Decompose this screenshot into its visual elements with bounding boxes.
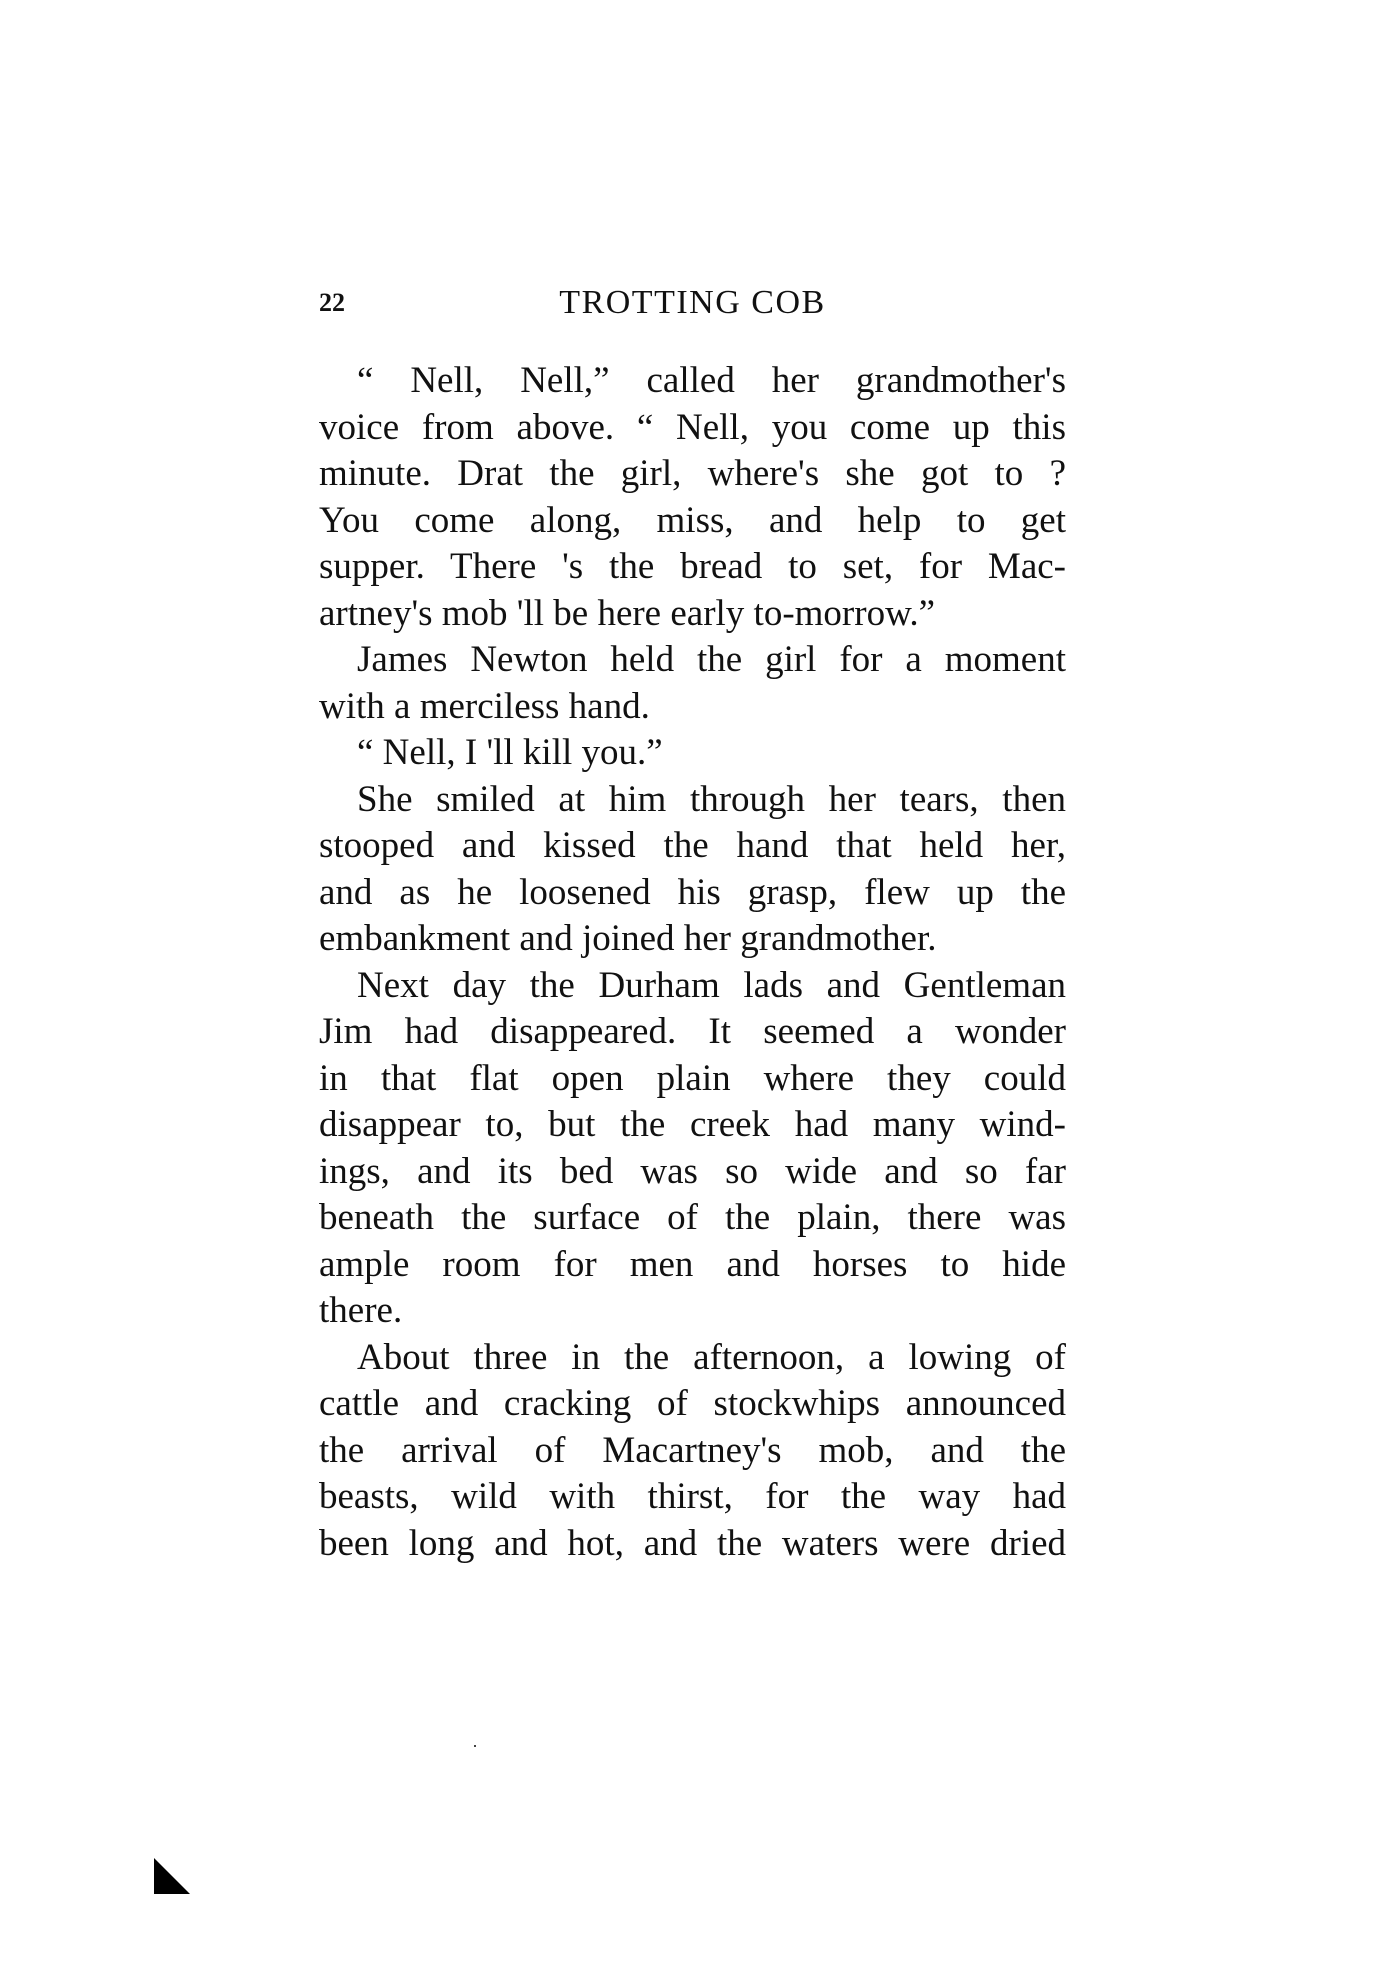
text-line: “ Nell, I 'll kill you.” [357, 732, 663, 773]
text-line: embankment and joined her grandmother. [319, 918, 937, 959]
text-line: “ Nell, Nell,” called her grandmother's [357, 360, 1066, 401]
text-line: cattle and cracking of stockwhips announced [319, 1383, 1066, 1424]
text-line: James Newton held the girl for a moment [357, 639, 1066, 680]
text-line: Jim had disappeared. It seemed a wonder [319, 1011, 1066, 1052]
text-line: supper. There 's the bread to set, for Mac- [319, 546, 1066, 587]
paragraph [319, 1335, 1066, 1568]
text-line: beasts, wild with thirst, for the way had [319, 1476, 1066, 1517]
paragraph [319, 730, 1066, 777]
running-title: TROTTING COB [559, 284, 826, 321]
paragraph [319, 777, 1066, 963]
text-line: voice from above. “ Nell, you come up this [319, 406, 1066, 448]
text-line: Next day the Durham lads and Gentleman [357, 964, 1066, 1006]
text-line: the arrival of Macartney's mob, and the [319, 1429, 1066, 1471]
text-line: with a merciless hand. [319, 685, 650, 727]
text-line: disappear to, but the creek had many wind- [319, 1104, 1066, 1145]
scan-speck [474, 1745, 476, 1747]
text-line: minute. Drat the girl, where's she got to ? [319, 453, 1066, 494]
text-line: beneath the surface of the plain, there was [319, 1197, 1066, 1238]
paragraph [319, 358, 1066, 637]
text-line: been long and hot, and the waters were dried [319, 1522, 1066, 1564]
paragraph [319, 637, 1066, 730]
text-line: About three in the afternoon, a lowing of [357, 1336, 1066, 1378]
text-line: ings, and its bed was so wide and so far [319, 1150, 1066, 1192]
text-line: She smiled at him through her tears, then [357, 778, 1066, 820]
paragraph [319, 963, 1066, 1335]
text-line: artney's mob 'll be here early to-morrow.” [319, 592, 936, 634]
corner-mark-icon [154, 1858, 190, 1894]
text-line: there. [319, 1290, 403, 1331]
body-text [319, 358, 1066, 1567]
page-number: 22 [319, 288, 345, 317]
text-line: stooped and kissed the hand that held her, [319, 825, 1066, 866]
page-header [319, 284, 1066, 334]
text-line: in that flat open plain where they could [319, 1057, 1066, 1099]
text-line: You come along, miss, and help to get [319, 499, 1066, 541]
text-line: ample room for men and horses to hide [319, 1243, 1066, 1285]
text-line: and as he loosened his grasp, flew up the [319, 871, 1066, 913]
